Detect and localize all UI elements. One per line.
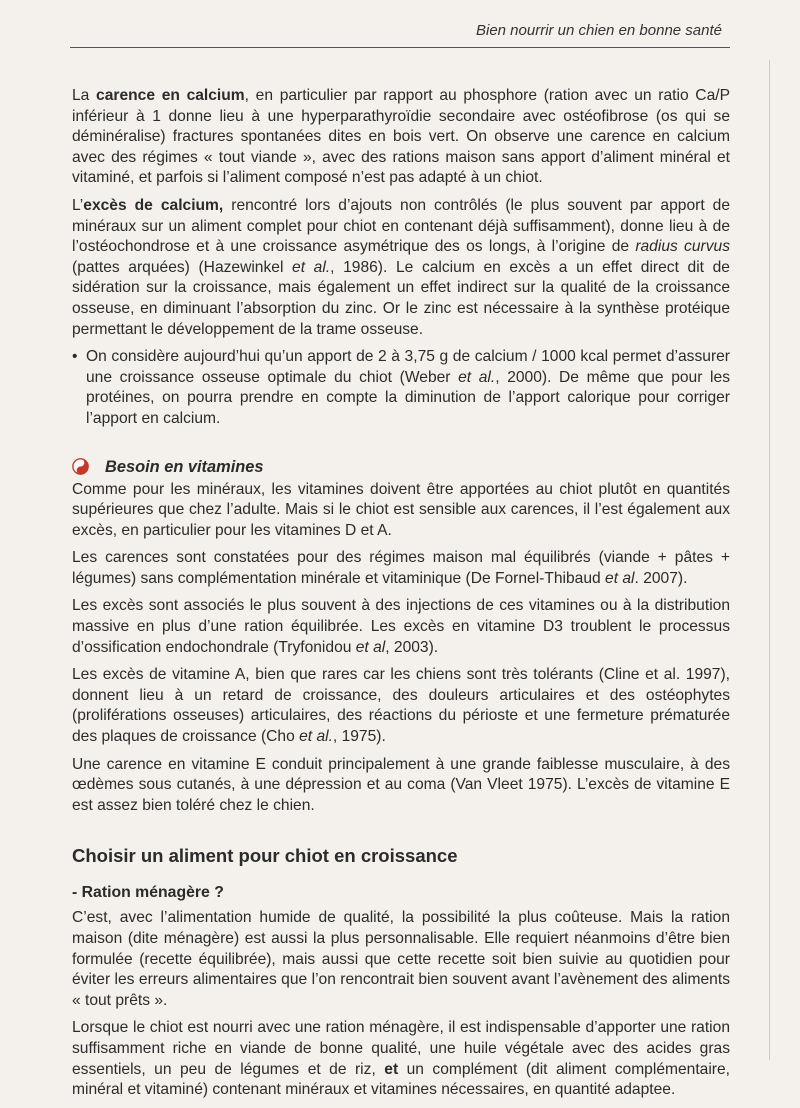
paragraph-carence-calcium: La carence en calcium, en particulier par rapport au phosphore (ration avec un ratio Ca/P inférieur à 1 donne lieu à une hyperparathyroïdie secondaire avec ostéofibrose (os qui se déminéralise) fractures spontanées dites en bois vert. On observe une carence en calcium avec des régimes « tout viande », avec des rations maison sans apport d’aliment minéral et vitaminé, et parfois si l’aliment composé n’est pas adapté à un chiot.: [72, 87, 730, 187]
paragraph-vitamines-carences: Les carences sont constatées pour des régimes maison mal équilibrés (viande + pâtes + légumes) sans complémentation minérale et vitaminique (De Fornel-Thibaud et al. 2007).: [72, 549, 730, 587]
page-content: [72, 86, 730, 1108]
section-heading-choisir: Choisir un aliment pour chiot en croissance: [72, 845, 458, 867]
paragraph-vitamines-intro: Comme pour les minéraux, les vitamines doivent être apportées au chiot plutôt en quantités supérieures que chez l’adulte. Mais si le chiot est sensible aux carences, il l’est également aux excès, en particulier pour les vitamines D et A.: [72, 480, 730, 539]
paragraph-ration-composition: Lorsque le chiot est nourri avec une ration ménagère, il est indispensable d’apporter une ration suffisamment riche en viande de bonne qualité, une huile végétale avec des acides gras essentiels, un peu de légumes et de riz, et un complément (dit aliment complémentaire, minéral et vitaminé) contenant minéraux et vitamines nécessaires, en quantité adaptee.: [72, 1019, 730, 1099]
page-edge: [769, 60, 770, 1060]
running-head: Bien nourrir un chien en bonne santé: [475, 22, 722, 39]
paragraph-vitamine-e: Une carence en vitamine E conduit principalement à une grande faiblesse musculaire, à des œdèmes sous cutanés, à une dépression et au coma (Van Vleet 1975). L’excès de vitamine E est assez bien toléré chez le chien.: [72, 755, 730, 814]
paragraph-vitamines-exces: Les excès sont associés le plus souvent à des injections de ces vitamines ou à la distribution massive en plus d’une ration équilibrée. Les excès en vitamine D3 troublent le processus d’ossification endochondrale (Tryfonidou et al, 2003).: [72, 597, 730, 656]
section-heading-vitamines: Besoin en vitamines: [72, 456, 730, 478]
bullet-apport-calcium: • On considère aujourd’hui qu’un apport de 2 à 3,75 g de calcium / 1000 kcal permet d’assurer une croissance osseuse optimale du chiot (Weber et al., 2000). De même que pour les protéines, on pourra prendre en compte la diminution de l’apport calorique pour corriger l’apport en calcium.: [72, 348, 730, 427]
paragraph-ration-cout: C’est, avec l’alimentation humide de qualité, la possibilité la plus coûteuse. Mais la ration maison (dite ménagère) est aussi la plus personnalisable. Elle requiert néanmoins d’être bien formulée (recette équilibrée), mais aussi que cette recette soit bien suivie au quotidien pour éviter les erreurs alimentaires que l’on rencontrait bien souvent avant l’avènement des aliments « tout prêts ».: [72, 909, 730, 1009]
header-rule: [70, 47, 730, 48]
paragraph-exces-calcium: L’excès de calcium, rencontré lors d’ajouts non contrôlés (le plus souvent par apport de minéraux sur un aliment complet pour chiot en contenant déjà suffisamment), donne lieu à de l’ostéochondrose et à une croissance asymétrique des os longs, à l’origine de radius curvus (pattes arquées) (Hazewinkel et al., 1986). Le calcium en excès a un effet direct dit de sidération sur la croissance, mais également un effet indirect sur la qualité de la croissance osseuse, en diminuant l’absorption du zinc. Or le zinc est nécessaire à la synthèse protéique permettant le développement de la trame osseuse.: [72, 196, 730, 338]
bullet-icon: •: [72, 348, 78, 366]
yin-yang-icon: [72, 458, 89, 475]
term-exces-calcium: excès de calcium,: [83, 196, 224, 214]
term-carence-calcium: carence en calcium: [96, 87, 245, 104]
paragraph-vitamine-a: Les excès de vitamine A, bien que rares car les chiens sont très tolérants (Cline et al. 1997), donnent lieu à un retard de croissance, des douleurs articulaires et des ostéophytes (proliférations osseuses) articulaires, des réactions du périoste et une fermeture prématurée des plaques de croissance (Cho et al., 1975).: [72, 666, 730, 746]
subheading-ration-menagere: - Ration ménagère ?: [72, 884, 224, 902]
